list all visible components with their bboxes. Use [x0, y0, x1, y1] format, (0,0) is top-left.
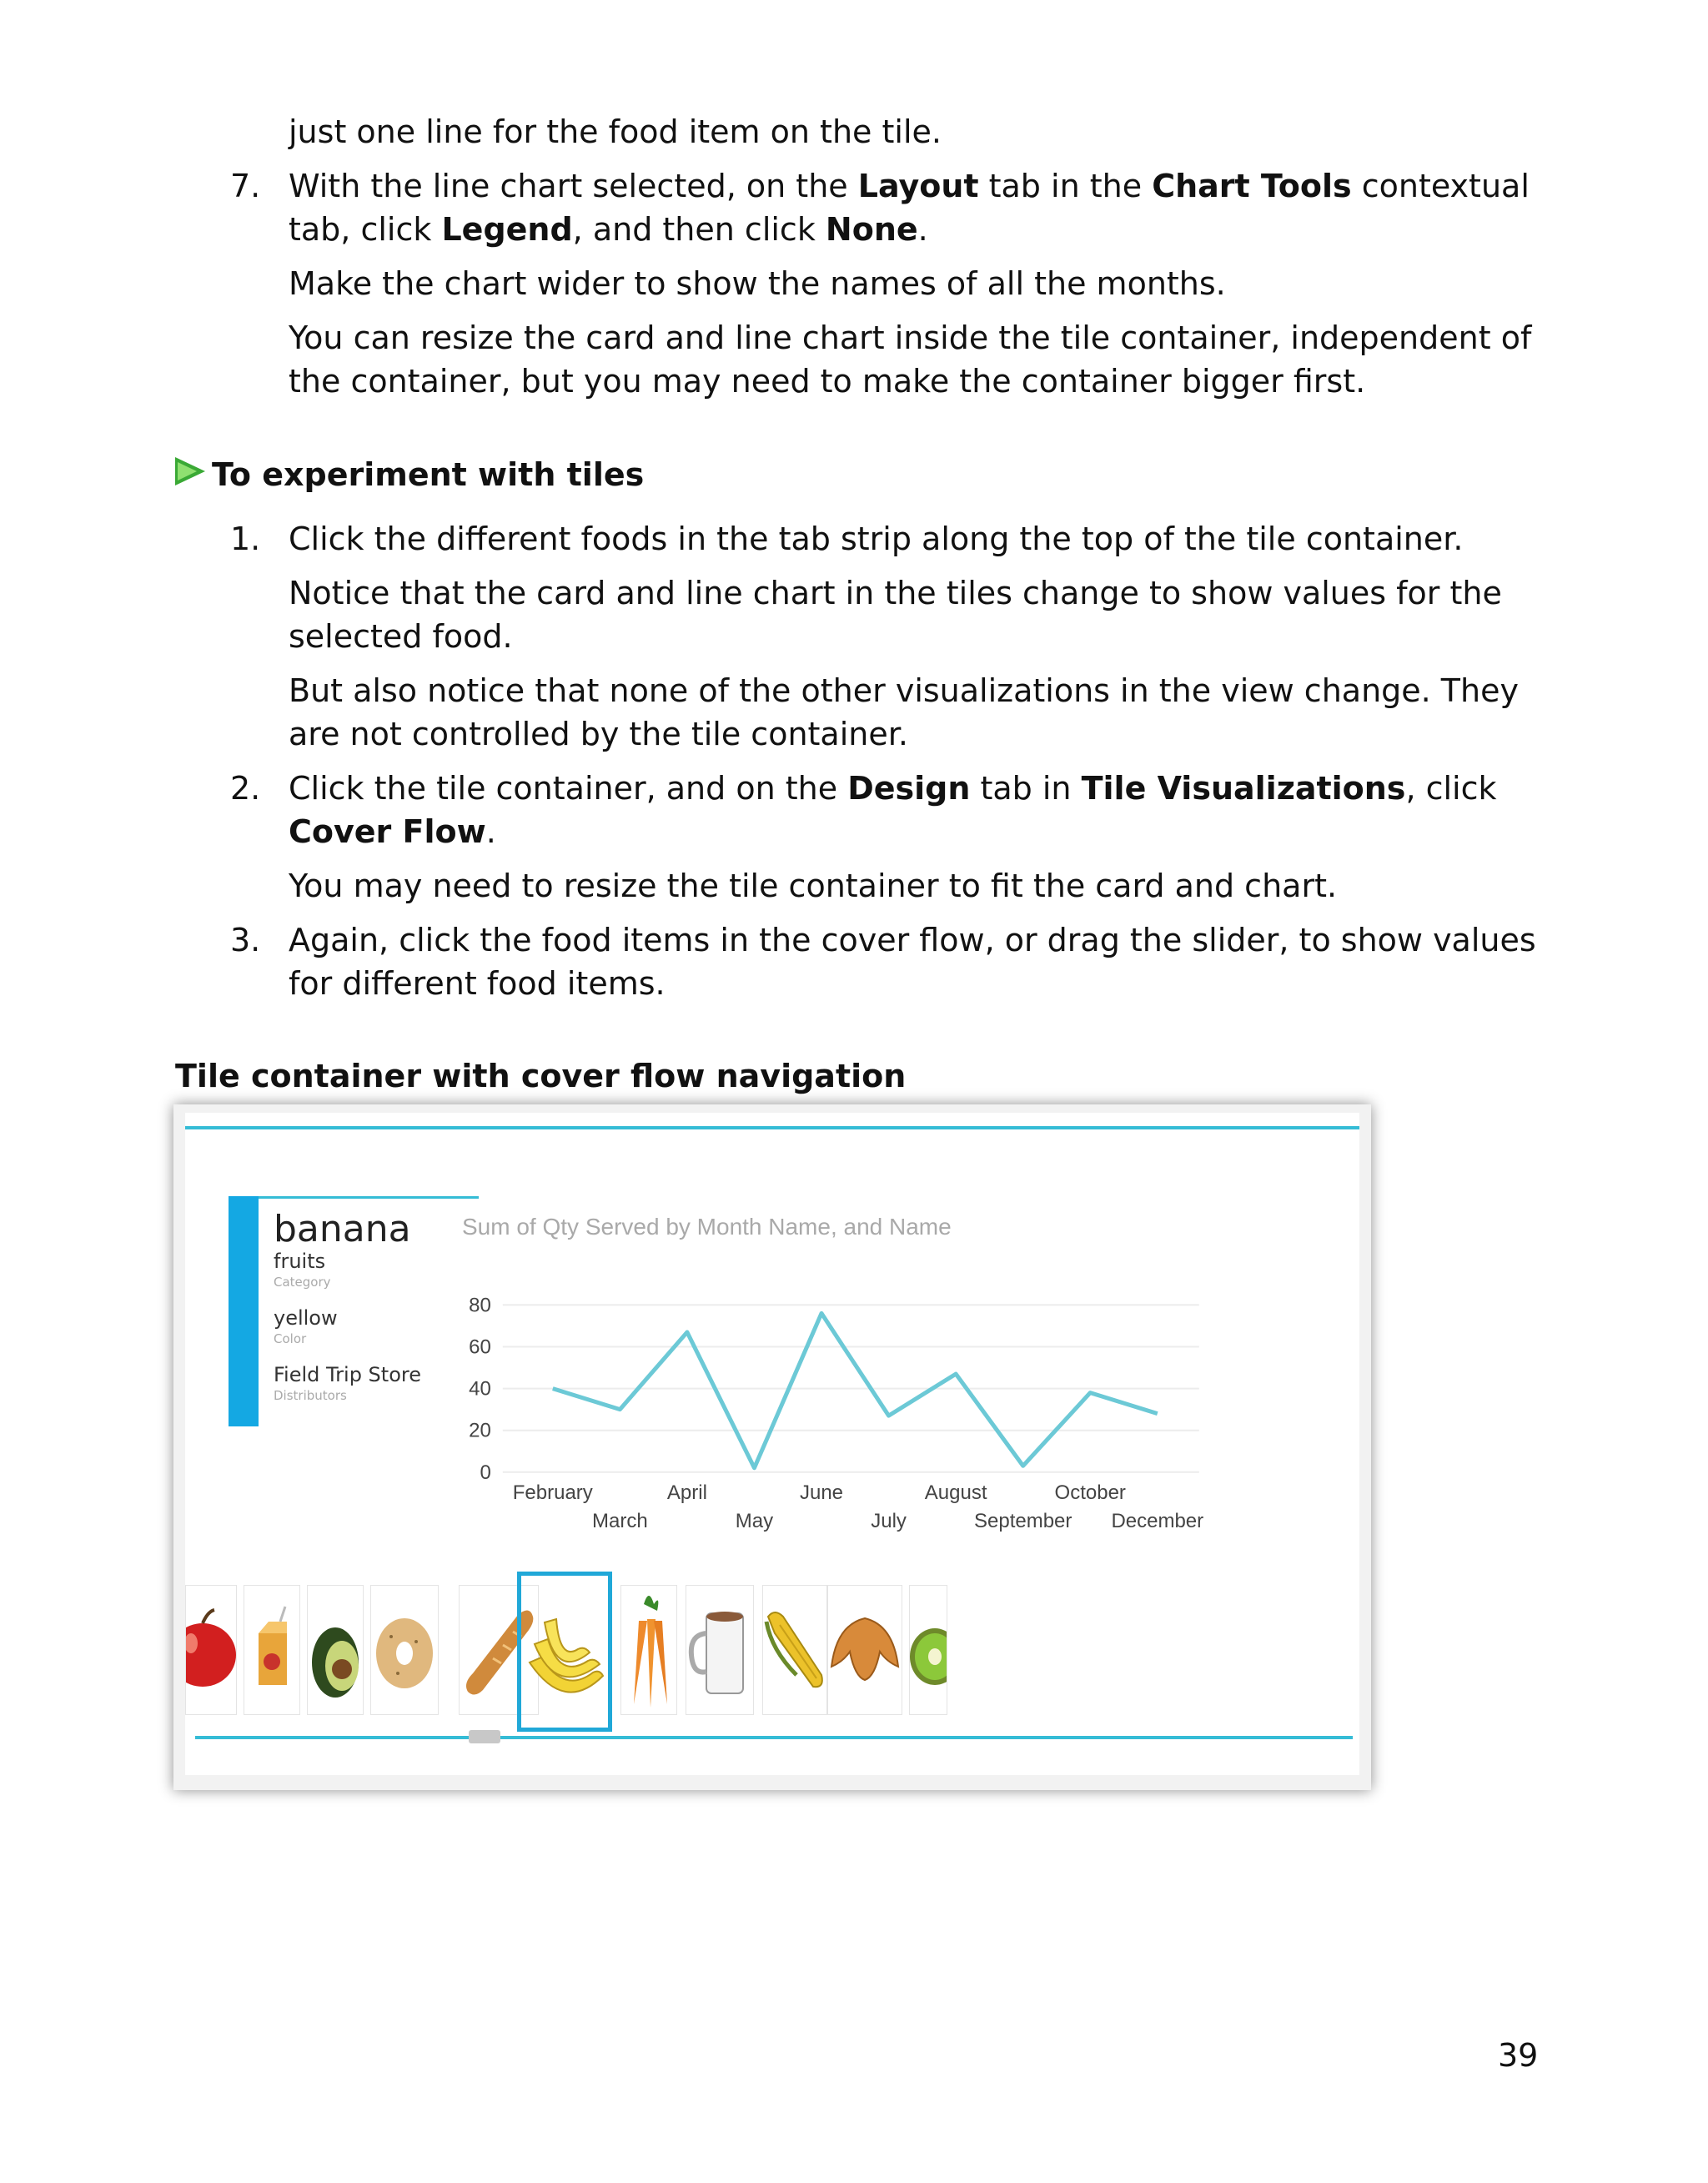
x-tick-label: August	[924, 1481, 987, 1504]
avocado-icon	[308, 1596, 363, 1704]
notice-note-1: Notice that the card and line chart in the tiles change to show values for the selected food.	[289, 575, 1502, 655]
notice-note-2: But also notice that none of the other visualizations in the view change. They are not controlled by the tile container.	[289, 672, 1519, 752]
step-2-text: Click the tile container, and on the Design tab in Tile Visualizations, click Cover Flow.	[289, 770, 1497, 850]
banana-icon	[523, 1589, 606, 1714]
y-tick-label: 80	[469, 1294, 491, 1317]
x-tick-label: February	[512, 1481, 593, 1504]
card-category-caption: Category	[274, 1275, 331, 1290]
step-1-text: Click the different foods in the tab strip along the top of the tile container.	[289, 521, 1464, 557]
step-2-number: 2.	[230, 770, 261, 807]
step-7-text: With the line chart selected, on the Layout tab in the Chart Tools contextual tab, click Legend, and then click None.	[289, 168, 1530, 248]
corn-icon	[763, 1592, 826, 1708]
step-1-number: 1.	[230, 521, 261, 557]
figure-caption: Tile container with cover flow navigation	[175, 1058, 907, 1094]
resize-note: You can resize the card and line chart inside the tile container, independent of the container, but you may need to make the container bigger first.	[289, 319, 1532, 400]
fit-note: You may need to resize the tile container to fit the card and chart.	[289, 868, 1338, 904]
carrot-icon	[624, 1587, 674, 1713]
procedure-heading: To experiment with tiles	[212, 456, 645, 493]
tile-container-figure	[173, 1104, 1371, 1790]
x-tick-label: April	[666, 1481, 707, 1504]
line-chart[interactable]	[185, 1113, 1359, 1580]
bagel-icon	[373, 1600, 436, 1700]
x-tick-label: December	[1111, 1509, 1204, 1532]
card-title: banana	[274, 1208, 411, 1250]
y-tick-label: 40	[469, 1377, 491, 1401]
series-line	[553, 1313, 1158, 1467]
procedure-arrow-icon	[175, 457, 205, 485]
step-7-number: 7.	[230, 168, 261, 204]
cover-flow-slider[interactable]	[469, 1730, 500, 1743]
y-tick-label: 60	[469, 1335, 491, 1359]
cover-flow-item-carrot[interactable]	[620, 1585, 677, 1715]
page-number: 39	[1498, 2037, 1539, 2074]
cover-flow-item-avocado[interactable]	[307, 1585, 364, 1715]
x-tick-label: June	[799, 1481, 844, 1504]
cover-flow-item-kiwi[interactable]	[909, 1585, 947, 1715]
card-distributor-value: Field Trip Store	[274, 1363, 421, 1386]
card-distributor-caption: Distributors	[274, 1388, 347, 1403]
tile-container	[185, 1113, 1359, 1775]
x-tick-label: October	[1054, 1481, 1126, 1504]
x-tick-label: September	[973, 1509, 1073, 1532]
cover-flow-item-banana[interactable]	[517, 1572, 612, 1732]
cover-flow-item-croissant[interactable]	[827, 1585, 902, 1715]
chart-title: Sum of Qty Served by Month Name, and Name	[462, 1214, 952, 1240]
coffee-mug-icon	[688, 1592, 751, 1708]
x-tick-label: July	[871, 1509, 907, 1532]
step-3-text: Again, click the food items in the cover flow, or drag the slider, to show values for different food items.	[289, 922, 1536, 1002]
cover-flow-item-bagel[interactable]	[370, 1585, 439, 1715]
x-tick-label: March	[592, 1509, 648, 1532]
continuation-text: just one line for the food item on the tile.	[289, 113, 942, 150]
cover-flow-item-apple[interactable]	[185, 1585, 237, 1715]
cover-flow-track	[195, 1736, 1353, 1739]
step-3-number: 3.	[230, 922, 261, 958]
card-category-value: fruits	[274, 1250, 326, 1273]
cover-flow-item-coffee-mug[interactable]	[686, 1585, 754, 1715]
x-tick-label: May	[735, 1509, 774, 1532]
card-color-value: yellow	[274, 1306, 338, 1330]
y-tick-label: 20	[469, 1419, 491, 1442]
kiwi-icon	[910, 1600, 947, 1700]
cover-flow-item-juice-box[interactable]	[244, 1585, 300, 1715]
y-tick-label: 0	[480, 1461, 491, 1484]
apple-icon	[186, 1600, 236, 1700]
cover-flow-item-corn[interactable]	[762, 1585, 827, 1715]
card-color-caption: Color	[274, 1331, 307, 1346]
croissant-icon	[828, 1600, 902, 1700]
juice-box-icon	[247, 1600, 297, 1700]
wider-note: Make the chart wider to show the names of all the months.	[289, 265, 1226, 302]
